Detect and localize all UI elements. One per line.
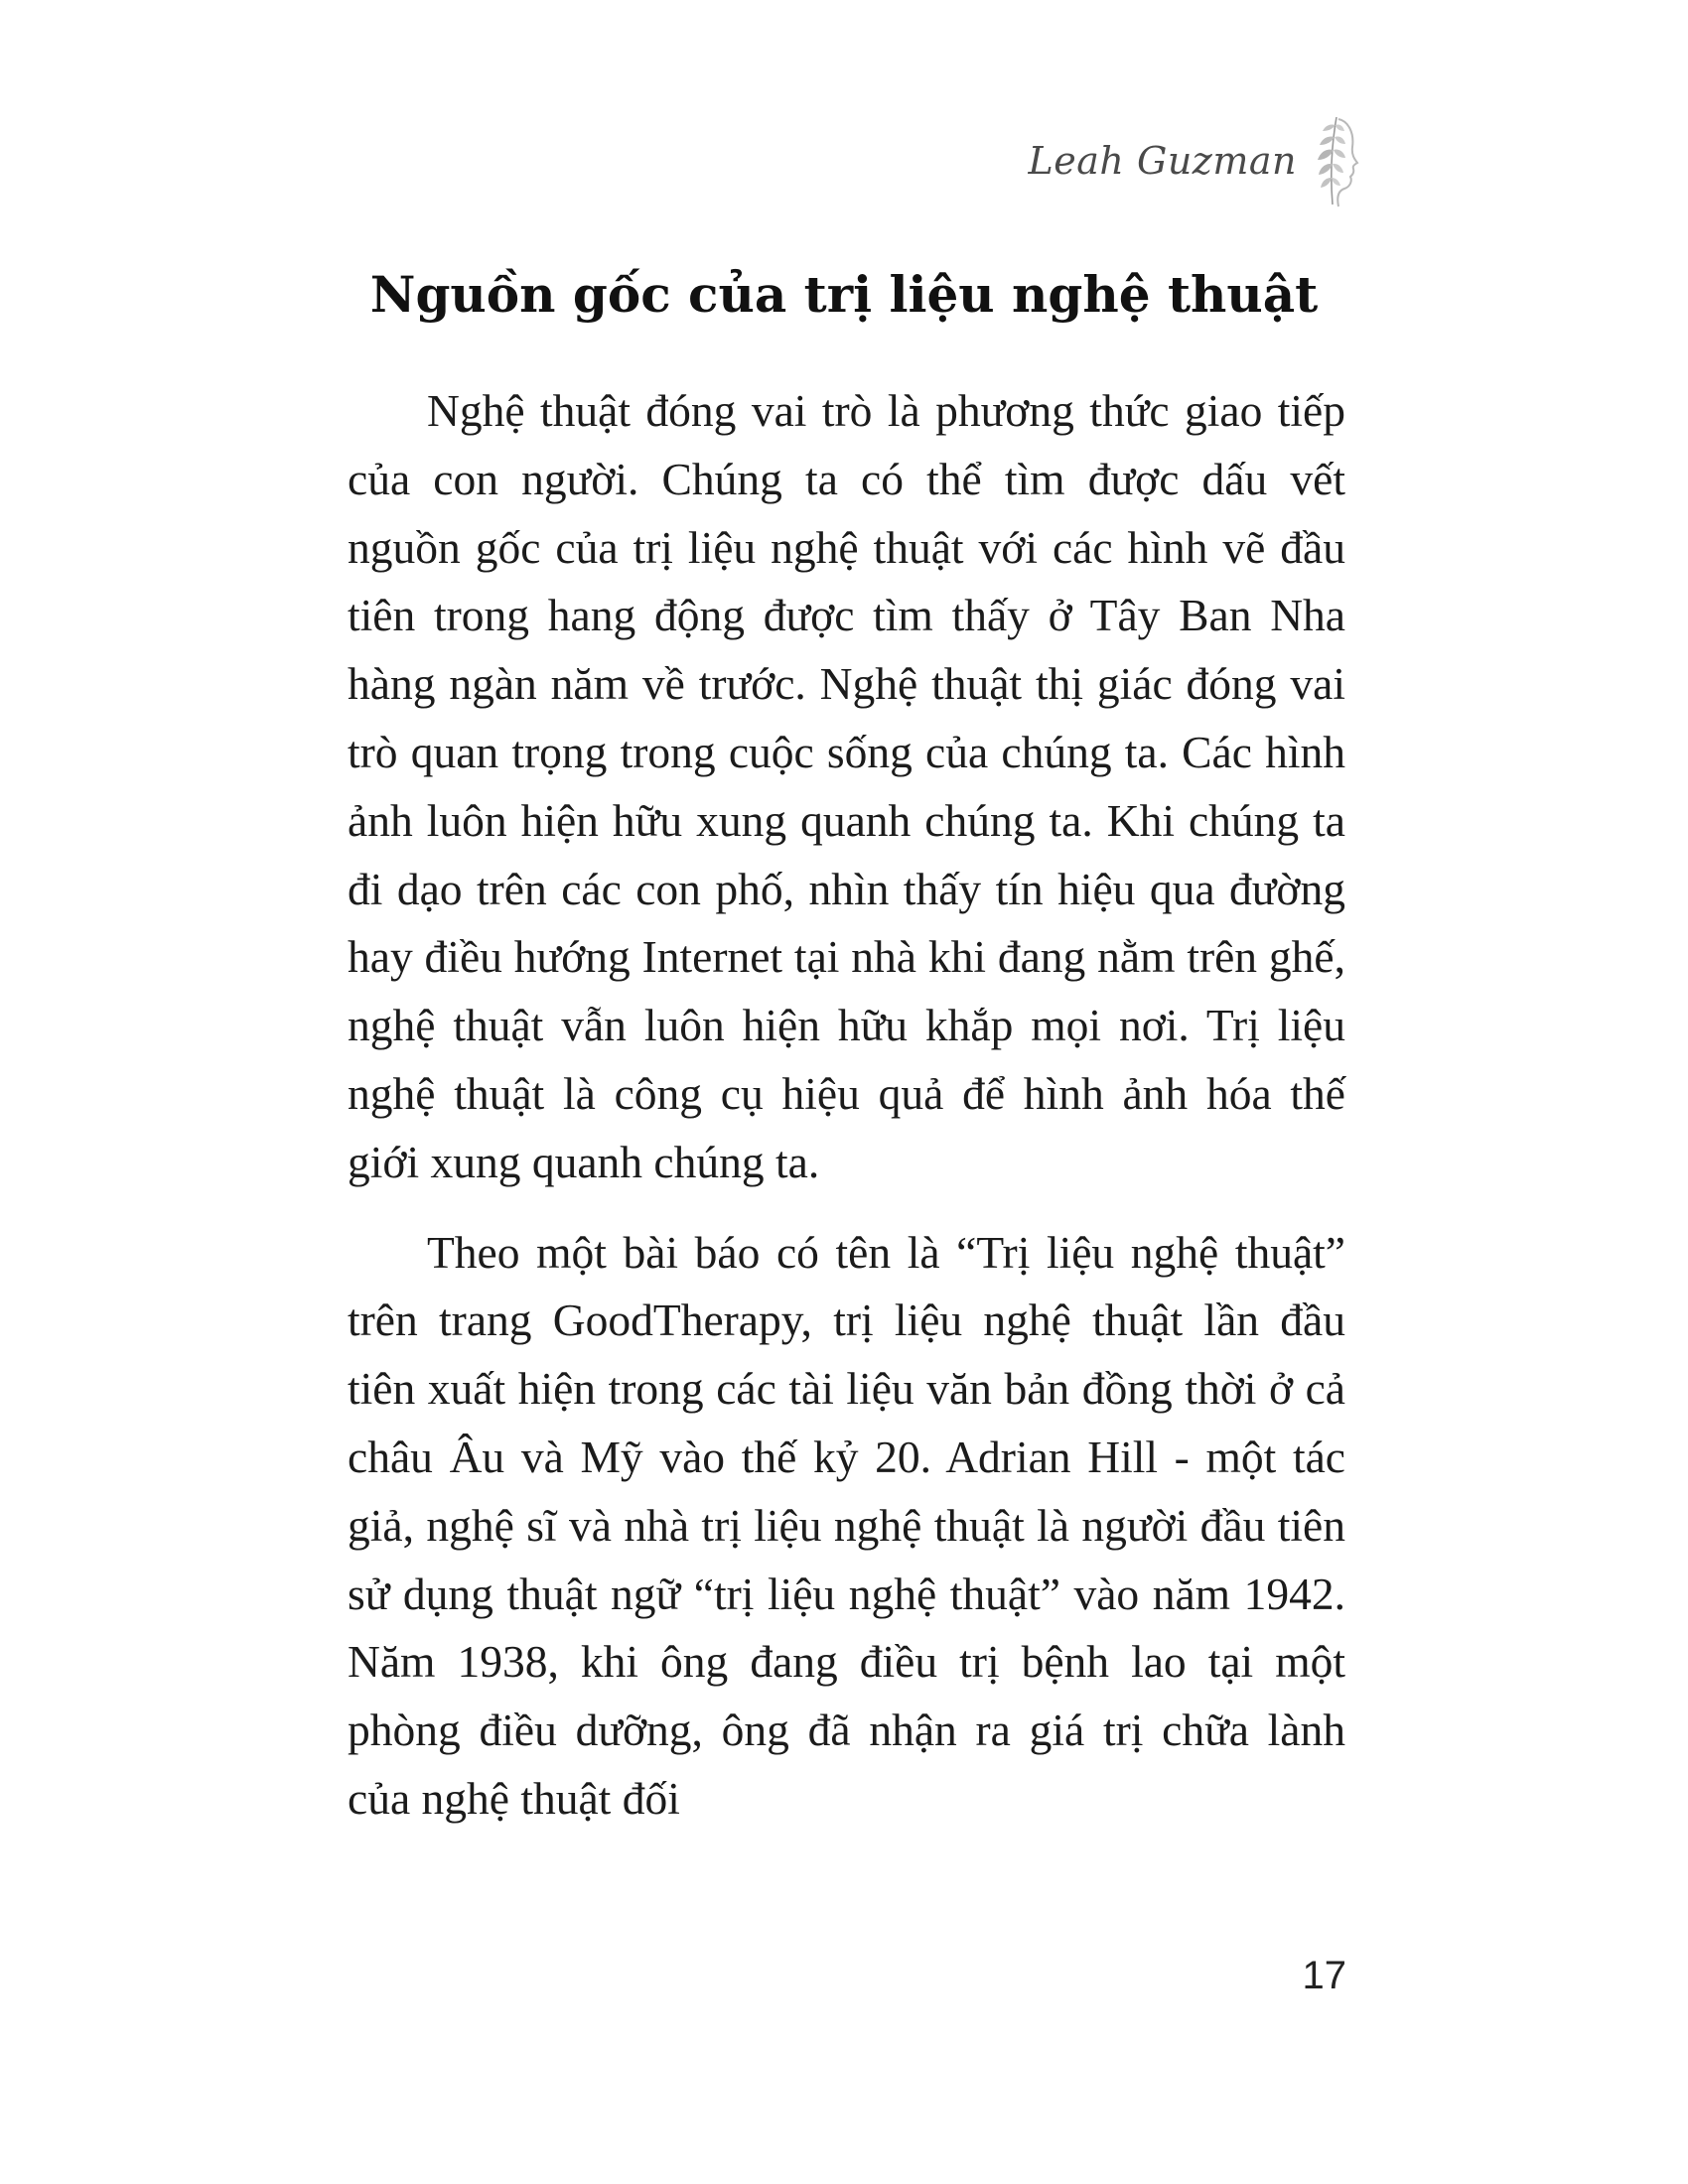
paragraph: Nghệ thuật đóng vai trò là phương thức giao tiếp của con người. Chúng ta có thể tìm được dấu vết nguồn gốc của trị liệu nghệ thuật với các hình vẽ đầu tiên trong hang động được tìm thấy ở Tây Ban Nha hàng ngàn năm về trước. Nghệ thuật thị giác đóng vai trò quan trọng trong cuộc sống của chúng ta. Các hình ảnh luôn hiện hữu xung quanh chúng ta. Khi chúng ta đi dạo trên các con phố, nhìn thấy tín hiệu qua đường hay điều hướng Internet tại nhà khi đang nằm trên ghế, nghệ thuật vẫn luôn hiện hữu khắp mọi nơi. Trị liệu nghệ thuật là công cụ hiệu quả để hình ảnh hóa thế giới xung quanh chúng ta. — [348, 385, 1345, 1187]
chapter-title: Nguồn gốc của trị liệu nghệ thuật — [369, 265, 1319, 324]
body-text — [348, 377, 1345, 1834]
page-number: 17 — [1302, 1954, 1346, 1997]
running-header — [1029, 111, 1362, 210]
leaf-woman-silhouette-icon — [1309, 111, 1362, 210]
author-name: Leah Guzman — [1028, 139, 1297, 183]
paragraph: Theo một bài báo có tên là “Trị liệu nghệ thuật” trên trang GoodTherapy, trị liệu nghệ thuật lần đầu tiên xuất hiện trong các tài liệu văn bản đồng thời ở cả châu Âu và Mỹ vào thế kỷ 20. Adrian Hill - một tác giả, nghệ sĩ và nhà trị liệu nghệ thuật là người đầu tiên sử dụng thuật ngữ “trị liệu nghệ thuật” vào năm 1942. Năm 1938, khi ông đang điều trị bệnh lao tại một phòng điều dưỡng, ông đã nhận ra giá trị chữa lành của nghệ thuật đối — [348, 1226, 1345, 1824]
